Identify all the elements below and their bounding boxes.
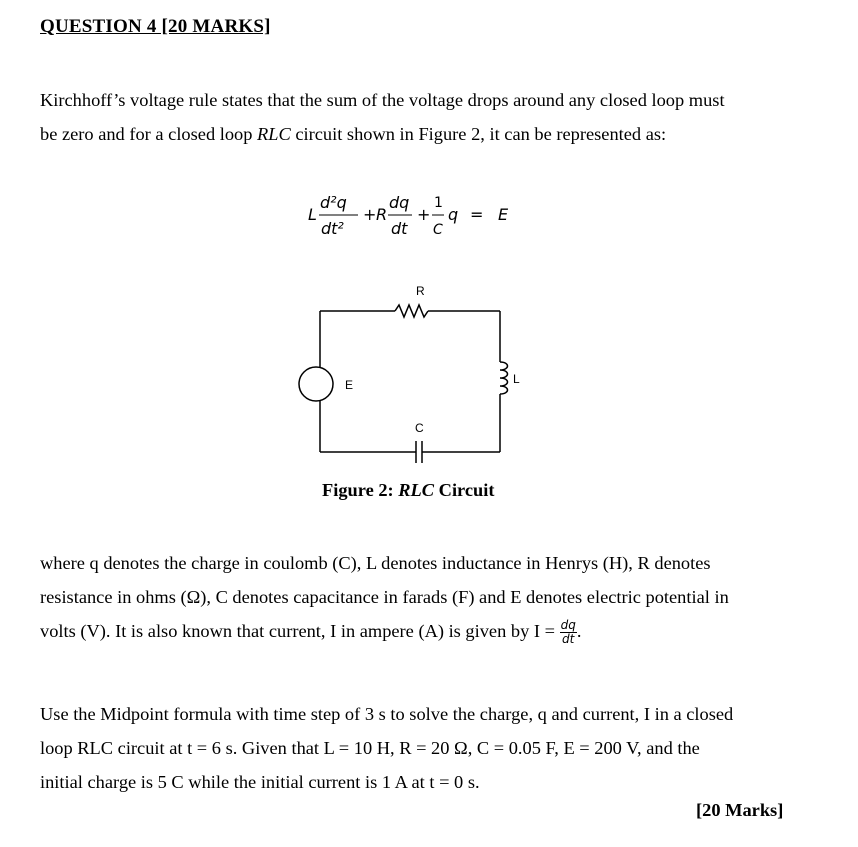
eq-dt: dt: [391, 219, 408, 238]
task-line-2: loop RLC circuit at t = 6 s. Given that L = 10 H, R = 20 Ω, C = 0.05 F, E = 200 V, and the: [40, 738, 700, 758]
task-line-3: initial charge is 5 C while the initial current is 1 A at t = 0 s.: [40, 772, 480, 792]
intro-line-2-c: circuit shown in Figure 2, it can be represented as:: [290, 124, 667, 144]
rlc-equation-svg: [308, 186, 538, 246]
intro-line-1: Kirchhoff’s voltage rule states that the sum of the voltage drops around any closed loop must: [40, 90, 725, 110]
voltage-source-symbol: [299, 367, 333, 401]
eq-dq: dq: [389, 193, 410, 212]
label-L: L: [513, 372, 520, 386]
where-line-3-a: volts (V). It is also known that current, I in ampere (A) is given by I =: [40, 621, 560, 641]
resistor-symbol: [395, 305, 428, 317]
caption-a: Figure 2:: [322, 480, 399, 500]
rlc-circuit-diagram: [292, 280, 522, 475]
intro-line-2-rlc: RLC: [257, 124, 291, 144]
marks-label: [20 Marks]: [696, 800, 784, 820]
label-C: C: [415, 421, 424, 435]
where-line-3: [40, 614, 800, 648]
rlc-equation: [308, 186, 538, 246]
eq-C: C: [433, 222, 443, 238]
current-fraction-den: dt: [562, 632, 575, 647]
eq-L: L: [308, 205, 317, 224]
caption-rlc: RLC: [398, 480, 435, 500]
inductor-symbol: [500, 362, 508, 394]
where-line-1: where q denotes the charge in coulomb (C), L denotes inductance in Henrys (H), R denotes: [40, 553, 711, 573]
eq-plus-2: +: [417, 205, 431, 224]
where-line-2: resistance in ohms (Ω), C denotes capacitance in farads (F) and E denotes electric potential in: [40, 587, 729, 607]
intro-paragraph: [40, 83, 800, 151]
eq-plus-1: +: [363, 205, 377, 224]
question-heading: QUESTION 4 [20 MARKS]: [40, 16, 271, 37]
intro-line-2-a: be zero and for a closed loop: [40, 124, 258, 144]
label-E: E: [345, 378, 354, 392]
eq-q: q: [448, 205, 459, 224]
caption-c: Circuit: [434, 480, 495, 500]
current-fraction: [560, 619, 577, 646]
eq-equals: =: [470, 205, 484, 224]
eq-one: 1: [434, 195, 443, 211]
where-line-3-end: .: [576, 621, 582, 641]
task-paragraph: [40, 697, 800, 799]
eq-E: E: [498, 205, 509, 224]
label-R: R: [416, 284, 425, 298]
figure-caption: [322, 480, 495, 501]
eq-R: R: [376, 205, 388, 224]
task-line-1: Use the Midpoint formula with time step of 3 s to solve the charge, q and current, I in a closed: [40, 704, 734, 724]
eq-d2q: d²q: [320, 193, 347, 212]
eq-dt2: dt²: [321, 219, 344, 238]
current-fraction-num: dq: [560, 618, 576, 633]
intro-line-2: [40, 117, 800, 151]
definitions-paragraph: [40, 546, 800, 648]
